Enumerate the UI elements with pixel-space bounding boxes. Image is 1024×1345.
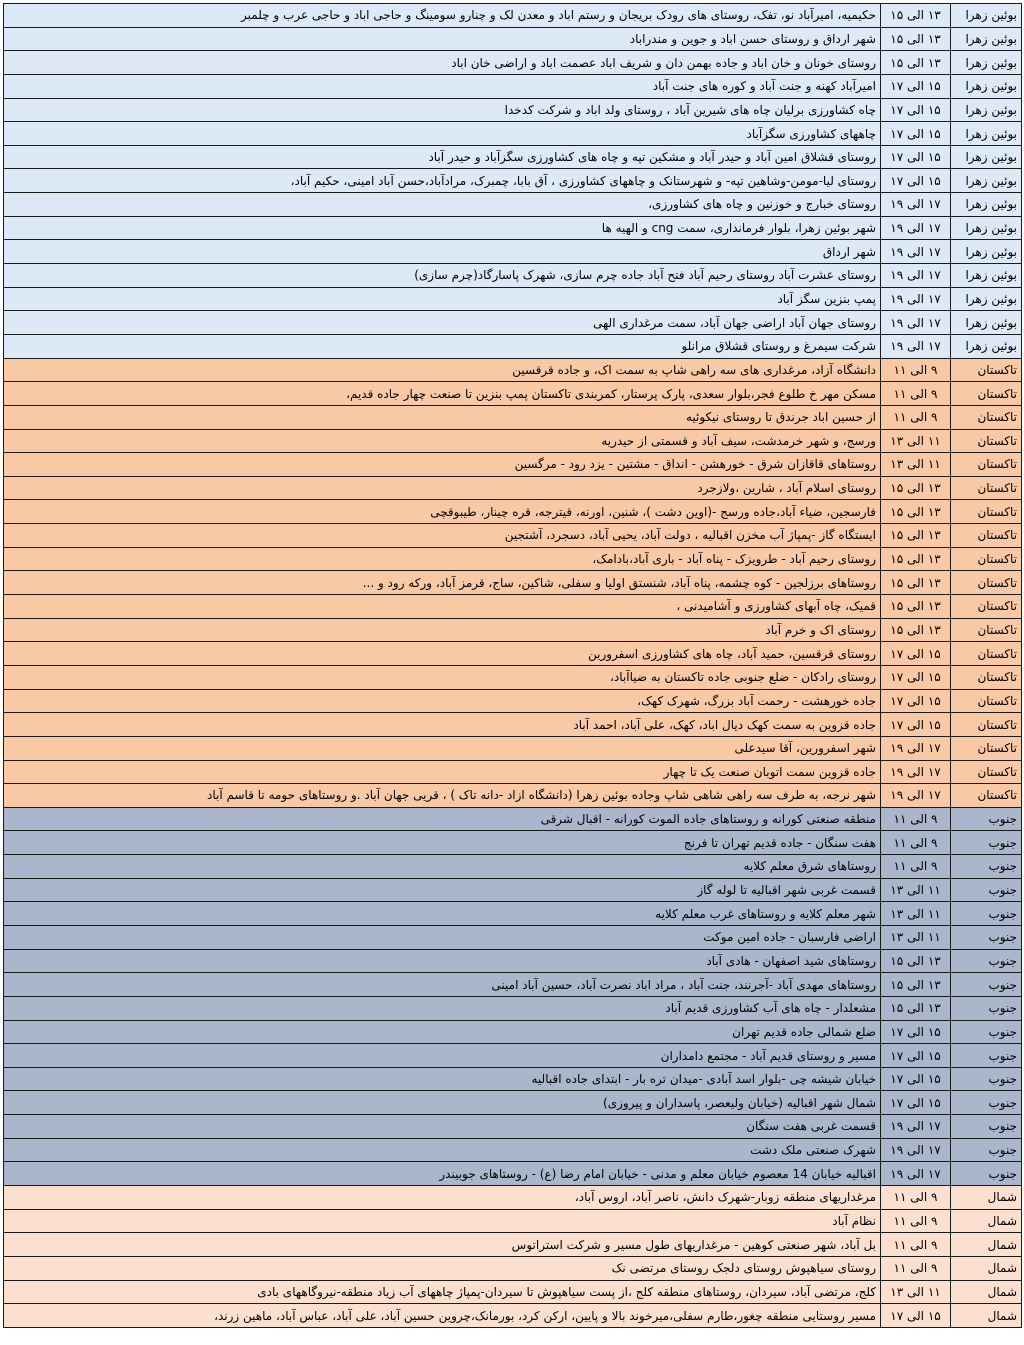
table-row [4, 1256, 1022, 1280]
time-range-cell: ۱۱ الی ۱۳ [881, 453, 951, 477]
time-range-cell: ۱۳ الی ۱۵ [881, 973, 951, 997]
table-row [4, 1067, 1022, 1091]
locations-cell: مرغداریهای منطقه زوبار-شهرک دانش، ناصر آباد، اروس آباد، [4, 1186, 881, 1210]
table-row [4, 807, 1022, 831]
time-range-cell: ۱۱ الی ۱۳ [881, 902, 951, 926]
locations-cell: هفت سنگان - جاده قدیم تهران تا فرنج [4, 831, 881, 855]
locations-cell: پمپ بنزین سگز آباد [4, 287, 881, 311]
locations-cell: از حسین اباد جرندق تا روستای نیکوئیه [4, 405, 881, 429]
time-range-cell: ۱۷ الی ۱۹ [881, 1115, 951, 1139]
table-row [4, 925, 1022, 949]
locations-cell: کلج، مرتضی آباد، سیردان، روستاهای منطقه کلج ،از پست سیاهپوش تا سیردان-پمپاژ چاههای آب زیاد منطقه-نیروگاههای بادی [4, 1280, 881, 1304]
locations-cell: مشعلدار - چاه های آب کشاورزی قدیم آباد [4, 996, 881, 1020]
area-cell: تاکستان [951, 358, 1022, 382]
area-cell: بوئین زهرا [951, 145, 1022, 169]
time-range-cell: ۹ الی ۱۱ [881, 831, 951, 855]
area-cell: شمال [951, 1186, 1022, 1210]
time-range-cell: ۱۵ الی ۱۷ [881, 713, 951, 737]
table-row [4, 264, 1022, 288]
locations-cell: روستای جهان آباد اراضی جهان آباد، سمت مرغداری الهی [4, 311, 881, 335]
time-range-cell: ۱۷ الی ۱۹ [881, 264, 951, 288]
locations-cell: روستای قرقسین، حمید آباد، چاه های کشاورزی اسفرورین [4, 642, 881, 666]
area-cell: جنوب [951, 1067, 1022, 1091]
locations-cell: چاه کشاورزی برلیان چاه های شیرین آباد ، روستای ولد اباد و شرکت کدخدا [4, 98, 881, 122]
table-row [4, 665, 1022, 689]
table-row [4, 51, 1022, 75]
time-range-cell: ۱۵ الی ۱۷ [881, 145, 951, 169]
area-cell: تاکستان [951, 736, 1022, 760]
locations-cell: شمال شهر اقبالیه (خیابان ولیعصر، پاسداران و پیروزی) [4, 1091, 881, 1115]
locations-cell: شهر ارداق [4, 240, 881, 264]
table-row [4, 1044, 1022, 1068]
locations-cell: قمیک، چاه آبهای کشاورزی و آشامیدنی ، [4, 595, 881, 619]
time-range-cell: ۱۳ الی ۱۵ [881, 618, 951, 642]
time-range-cell: ۹ الی ۱۱ [881, 807, 951, 831]
locations-cell: روستای اک و خرم آباد [4, 618, 881, 642]
locations-cell: روستای لیا-مومن-وشاهین تپه- و شهرستانک و چاههای کشاورزی ، آق بابا، چمبرک، مرادآباد،حسن آباد امینی، حکیم آباد، [4, 169, 881, 193]
table-row [4, 1138, 1022, 1162]
area-cell: بوئین زهرا [951, 193, 1022, 217]
table-row [4, 524, 1022, 548]
time-range-cell: ۹ الی ۱۱ [881, 382, 951, 406]
table-row [4, 855, 1022, 879]
time-range-cell: ۱۵ الی ۱۷ [881, 1044, 951, 1068]
time-range-cell: ۱۵ الی ۱۷ [881, 98, 951, 122]
locations-cell: جاده قزوین سمت اتوبان صنعت یک تا چهار [4, 760, 881, 784]
table-row [4, 382, 1022, 406]
time-range-cell: ۱۵ الی ۱۷ [881, 1304, 951, 1328]
time-range-cell: ۱۱ الی ۱۳ [881, 878, 951, 902]
table-row [4, 1233, 1022, 1257]
table-row [4, 760, 1022, 784]
locations-cell: قسمت غربی هفت سنگان [4, 1115, 881, 1139]
area-cell: تاکستان [951, 689, 1022, 713]
time-range-cell: ۱۷ الی ۱۹ [881, 240, 951, 264]
time-range-cell: ۱۳ الی ۱۵ [881, 595, 951, 619]
area-cell: بوئین زهرا [951, 122, 1022, 146]
area-cell: بوئین زهرا [951, 311, 1022, 335]
locations-cell: شهر اسفرورین، آقا سیدعلی [4, 736, 881, 760]
area-cell: تاکستان [951, 453, 1022, 477]
area-cell: جنوب [951, 807, 1022, 831]
area-cell: بوئین زهرا [951, 98, 1022, 122]
table-row [4, 429, 1022, 453]
locations-cell: روستای اسلام آباد ، شارین ،ولازجرد [4, 476, 881, 500]
time-range-cell: ۱۷ الی ۱۹ [881, 784, 951, 808]
area-cell: تاکستان [951, 642, 1022, 666]
locations-cell: مسیر روستایی منطقه چغور،طارم سفلی،میرخوند بالا و پایین، ارکن کرد، بورمانک،چروین حسین آباد، علی آباد، عباس آباد، ماهین زرند، [4, 1304, 881, 1328]
locations-cell: شهر نرجه، به طرف سه راهی شاهی شاپ وجاده بوئین زهرا (دانشگاه ازاد -دانه تاک ) ، قریی جهان آباد .و روستاهای حومه تا قاسم آباد [4, 784, 881, 808]
locations-cell: روستاهای شید اصفهان - هادی آباد [4, 949, 881, 973]
locations-cell: فارسجین، ضیاء آباد،جاده ورسج -(اوین دشت )، شنین، اورنه، قیترجه، قره چینار، طیبوقچی [4, 500, 881, 524]
table-row [4, 902, 1022, 926]
locations-cell: امیرآباد کهنه و جنت آباد و کوره های جنت آباد [4, 74, 881, 98]
area-cell: بوئین زهرا [951, 240, 1022, 264]
locations-cell: شهر ارداق و روستای حسن اباد و جوین و مندراباد [4, 27, 881, 51]
time-range-cell: ۱۵ الی ۱۷ [881, 74, 951, 98]
locations-cell: مسکن مهر خ طلوع فجر،بلوار سعدی، پارک پرستار، کمربندی تاکستان پمپ بنزین تا صنعت چهار جاده قدیم، [4, 382, 881, 406]
area-cell: بوئین زهرا [951, 334, 1022, 358]
area-cell: جنوب [951, 1115, 1022, 1139]
time-range-cell: ۱۷ الی ۱۹ [881, 1138, 951, 1162]
time-range-cell: ۱۳ الی ۱۵ [881, 949, 951, 973]
table-row [4, 358, 1022, 382]
table-row [4, 973, 1022, 997]
area-cell: جنوب [951, 902, 1022, 926]
table-row [4, 996, 1022, 1020]
time-range-cell: ۱۱ الی ۱۳ [881, 925, 951, 949]
area-cell: تاکستان [951, 713, 1022, 737]
time-range-cell: ۱۵ الی ۱۷ [881, 689, 951, 713]
area-cell: تاکستان [951, 618, 1022, 642]
time-range-cell: ۱۳ الی ۱۵ [881, 500, 951, 524]
table-row [4, 1020, 1022, 1044]
area-cell: شمال [951, 1233, 1022, 1257]
area-cell: جنوب [951, 949, 1022, 973]
table-row [4, 1304, 1022, 1328]
table-row [4, 98, 1022, 122]
time-range-cell: ۱۷ الی ۱۹ [881, 760, 951, 784]
locations-cell: خیابان شیشه چی -بلوار اسد آبادی -میدان تره بار - ابتدای جاده اقبالیه [4, 1067, 881, 1091]
table-row [4, 145, 1022, 169]
table-row [4, 831, 1022, 855]
table-row [4, 74, 1022, 98]
locations-cell: روستای رحیم آباد - طرویزک - پناه آباد - باری آباد،بادامک، [4, 547, 881, 571]
area-cell: تاکستان [951, 429, 1022, 453]
area-cell: جنوب [951, 1162, 1022, 1186]
locations-cell: روستای خبارج و خوزنین و چاه های کشاورزی، [4, 193, 881, 217]
table-row [4, 334, 1022, 358]
time-range-cell: ۹ الی ۱۱ [881, 1233, 951, 1257]
area-cell: جنوب [951, 831, 1022, 855]
time-range-cell: ۹ الی ۱۱ [881, 1209, 951, 1233]
locations-cell: روستاهای برزلجین - کوه چشمه، پناه آباد، شنستق اولیا و سفلی، شاکین، ساج، قرمز آباد، ورکه رود و ... [4, 571, 881, 595]
time-range-cell: ۱۳ الی ۱۵ [881, 571, 951, 595]
area-cell: تاکستان [951, 547, 1022, 571]
table-row [4, 27, 1022, 51]
area-cell: جنوب [951, 855, 1022, 879]
table-row [4, 713, 1022, 737]
table-row [4, 1091, 1022, 1115]
area-cell: جنوب [951, 1091, 1022, 1115]
table-row [4, 736, 1022, 760]
locations-cell: اقبالیه خیابان 14 معصوم خیابان معلم و مدنی - خیابان امام رضا (ع) - روستاهای جوبیندر [4, 1162, 881, 1186]
area-cell: بوئین زهرا [951, 216, 1022, 240]
locations-cell: روستای خونان و خان اباد و جاده بهمن دان و شریف اباد عصمت اباد و اراضی خان اباد [4, 51, 881, 75]
area-cell: بوئین زهرا [951, 169, 1022, 193]
locations-cell: روستاهای مهدی آباد -آجرنند، جنت آباد ، مراد اباد نصرت آباد، حسین آباد امینی [4, 973, 881, 997]
table-row [4, 595, 1022, 619]
area-cell: بوئین زهرا [951, 264, 1022, 288]
table-row [4, 1186, 1022, 1210]
time-range-cell: ۱۵ الی ۱۷ [881, 642, 951, 666]
area-cell: بوئین زهرا [951, 74, 1022, 98]
area-cell: شمال [951, 1280, 1022, 1304]
time-range-cell: ۹ الی ۱۱ [881, 405, 951, 429]
time-range-cell: ۱۳ الی ۱۵ [881, 524, 951, 548]
table-row [4, 1162, 1022, 1186]
locations-cell: روستای رادکان - ضلع جنوبی جاده تاکستان به ضیاآباد، [4, 665, 881, 689]
locations-cell: ورسج، و شهر خرمدشت، سیف آباد و قسمتی از حیدریه [4, 429, 881, 453]
table-row [4, 571, 1022, 595]
time-range-cell: ۱۳ الی ۱۵ [881, 476, 951, 500]
area-cell: تاکستان [951, 405, 1022, 429]
locations-cell: شهر بوئین زهرا، بلوار فرمانداری، سمت cng و الهیه ها [4, 216, 881, 240]
table-row [4, 122, 1022, 146]
area-cell: تاکستان [951, 571, 1022, 595]
locations-cell: شهرک صنعتی ملک دشت [4, 1138, 881, 1162]
time-range-cell: ۱۵ الی ۱۷ [881, 1067, 951, 1091]
time-range-cell: ۱۵ الی ۱۷ [881, 665, 951, 689]
table-row [4, 287, 1022, 311]
locations-cell: بل آباد، شهر صنعتی کوهین - مرغداریهای طول مسیر و شرکت استراتوس [4, 1233, 881, 1257]
locations-cell: جاده قزوین به سمت کهک دیال اباد، کهک، علی آباد، احمد آباد [4, 713, 881, 737]
locations-cell: روستاهای شرق معلم کلایه [4, 855, 881, 879]
table-row [4, 878, 1022, 902]
time-range-cell: ۱۷ الی ۱۹ [881, 334, 951, 358]
area-cell: جنوب [951, 1020, 1022, 1044]
time-range-cell: ۹ الی ۱۱ [881, 1256, 951, 1280]
locations-cell: قسمت غربی شهر اقبالیه تا لوله گاز [4, 878, 881, 902]
schedule-rows [4, 4, 1022, 1328]
table-row [4, 169, 1022, 193]
table-row [4, 4, 1022, 28]
table-row [4, 949, 1022, 973]
time-range-cell: ۱۷ الی ۱۹ [881, 287, 951, 311]
table-row [4, 311, 1022, 335]
table-row [4, 500, 1022, 524]
time-range-cell: ۱۵ الی ۱۷ [881, 1091, 951, 1115]
time-range-cell: ۱۷ الی ۱۹ [881, 1162, 951, 1186]
area-cell: بوئین زهرا [951, 51, 1022, 75]
table-row [4, 1209, 1022, 1233]
time-range-cell: ۹ الی ۱۱ [881, 1186, 951, 1210]
locations-cell: منطقه صنعتی کورانه و روستاهای جاده الموت کورانه - اقبال شرقی [4, 807, 881, 831]
area-cell: تاکستان [951, 784, 1022, 808]
table-row [4, 240, 1022, 264]
time-range-cell: ۱۷ الی ۱۹ [881, 311, 951, 335]
time-range-cell: ۹ الی ۱۱ [881, 855, 951, 879]
time-range-cell: ۱۷ الی ۱۹ [881, 736, 951, 760]
time-range-cell: ۱۱ الی ۱۳ [881, 429, 951, 453]
area-cell: تاکستان [951, 476, 1022, 500]
area-cell: شمال [951, 1209, 1022, 1233]
table-row [4, 453, 1022, 477]
area-cell: شمال [951, 1304, 1022, 1328]
time-range-cell: ۱۵ الی ۱۷ [881, 1020, 951, 1044]
locations-cell: دانشگاه آزاد، مرغداری های سه راهی شاپ به سمت اک، و جاده قرقسین [4, 358, 881, 382]
table-row [4, 1280, 1022, 1304]
table-row [4, 784, 1022, 808]
table-row [4, 689, 1022, 713]
area-cell: تاکستان [951, 595, 1022, 619]
locations-cell: شرکت سیمرغ و روستای قشلاق مرانلو [4, 334, 881, 358]
area-cell: جنوب [951, 1044, 1022, 1068]
time-range-cell: ۹ الی ۱۱ [881, 358, 951, 382]
table-row [4, 405, 1022, 429]
area-cell: بوئین زهرا [951, 4, 1022, 28]
area-cell: بوئین زهرا [951, 287, 1022, 311]
locations-cell: روستاهای قاقازان شرق - خورهشن - انداق - مشتین - یزد رود - مرگسین [4, 453, 881, 477]
time-range-cell: ۱۳ الی ۱۵ [881, 4, 951, 28]
locations-cell: روستای قشلاق امین آباد و حیدر آباد و مشکین تپه و چاه های کشاورزی سگزآباد و حیدر آباد [4, 145, 881, 169]
area-cell: تاکستان [951, 524, 1022, 548]
area-cell: جنوب [951, 996, 1022, 1020]
locations-cell: روستای عشرت آباد روستای رحیم آباد فتح آباد جاده چرم سازی، شهرک پاسارگاد(چرم سازی) [4, 264, 881, 288]
locations-cell: حکیمیه، امیرآباد نو، تفک، روستای های رودک بریجان و رستم اباد و معدن لک و چنارو سومینگ و حاجی اباد و حاجی عرب و چلمبر [4, 4, 881, 28]
locations-cell: مسیر و روستای قدیم آباد - مجتمع دامداران [4, 1044, 881, 1068]
area-cell: جنوب [951, 925, 1022, 949]
area-cell: تاکستان [951, 500, 1022, 524]
area-cell: جنوب [951, 878, 1022, 902]
locations-cell: چاههای کشاورزی سگزآباد [4, 122, 881, 146]
locations-cell: جاده خورهشت - رحمت آباد بزرگ، شهرک کهک، [4, 689, 881, 713]
table-row [4, 1115, 1022, 1139]
area-cell: بوئین زهرا [951, 27, 1022, 51]
time-range-cell: ۱۳ الی ۱۵ [881, 27, 951, 51]
locations-cell: نظام آباد [4, 1209, 881, 1233]
table-row [4, 547, 1022, 571]
time-range-cell: ۱۳ الی ۱۵ [881, 996, 951, 1020]
time-range-cell: ۱۱ الی ۱۳ [881, 1280, 951, 1304]
area-cell: جنوب [951, 973, 1022, 997]
time-range-cell: ۱۷ الی ۱۹ [881, 216, 951, 240]
area-cell: جنوب [951, 1138, 1022, 1162]
area-cell: تاکستان [951, 665, 1022, 689]
time-range-cell: ۱۳ الی ۱۵ [881, 51, 951, 75]
time-range-cell: ۱۳ الی ۱۵ [881, 547, 951, 571]
locations-cell: روستای سیاهپوش روستای دلجک روستای مرتضی نک [4, 1256, 881, 1280]
table-row [4, 476, 1022, 500]
locations-cell: اراضی فارسبان - جاده امین موکت [4, 925, 881, 949]
locations-cell: ایستگاه گاز -پمپاژ آب مخزن اقبالیه ، دولت آباد، یحیی آباد، دسجرد، آشتجین [4, 524, 881, 548]
locations-cell: شهر معلم کلایه و روستاهای غرب معلم کلایه [4, 902, 881, 926]
locations-cell: ضلع شمالی جاده قدیم تهران [4, 1020, 881, 1044]
time-range-cell: ۱۵ الی ۱۷ [881, 122, 951, 146]
outage-schedule-table [3, 3, 1022, 1328]
table-row [4, 642, 1022, 666]
time-range-cell: ۱۵ الی ۱۷ [881, 169, 951, 193]
area-cell: شمال [951, 1256, 1022, 1280]
table-row [4, 193, 1022, 217]
table-row [4, 216, 1022, 240]
time-range-cell: ۱۷ الی ۱۹ [881, 193, 951, 217]
table-row [4, 618, 1022, 642]
area-cell: تاکستان [951, 760, 1022, 784]
area-cell: تاکستان [951, 382, 1022, 406]
